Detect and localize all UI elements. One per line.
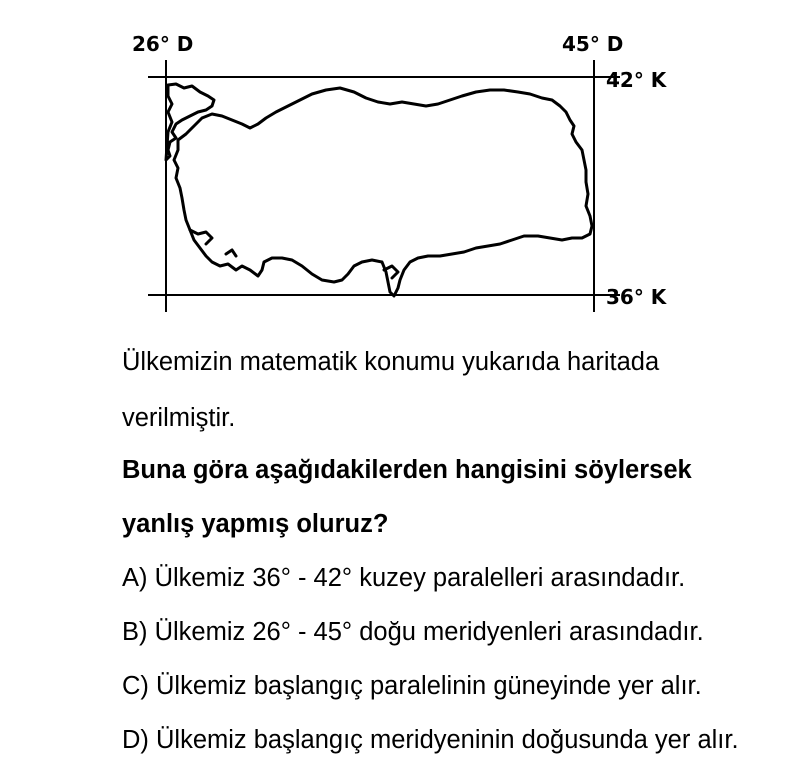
question-prompt-line-2: yanlış yapmış oluruz? <box>122 510 389 538</box>
option-b[interactable]: B) Ülkemiz 26° - 45° doğu meridyenleri arasındadır. <box>122 618 704 646</box>
intro-line-2: verilmiştir. <box>122 404 236 432</box>
label-45-east: 45° D <box>562 32 624 56</box>
coast-detail <box>190 230 398 278</box>
turkey-map <box>0 0 795 330</box>
intro-line-1: Ülkemizin matematik konumu yukarıda haritada <box>122 348 660 376</box>
option-c[interactable]: C) Ülkemiz başlangıç paralelinin güneyinde yer alır. <box>122 672 702 700</box>
option-d[interactable]: D) Ülkemiz başlangıç meridyeninin doğusunda yer alır. <box>122 726 739 754</box>
label-36-north: 36° K <box>606 285 667 309</box>
anatolia-outline <box>174 88 592 296</box>
thrace-outline <box>166 84 214 160</box>
label-26-east: 26° D <box>132 32 194 56</box>
option-a[interactable]: A) Ülkemiz 36° - 42° kuzey paralelleri arasındadır. <box>122 564 686 592</box>
label-42-north: 42° K <box>606 68 667 92</box>
question-prompt-line-1: Buna göra aşağıdakilerden hangisini söylersek <box>122 456 692 484</box>
